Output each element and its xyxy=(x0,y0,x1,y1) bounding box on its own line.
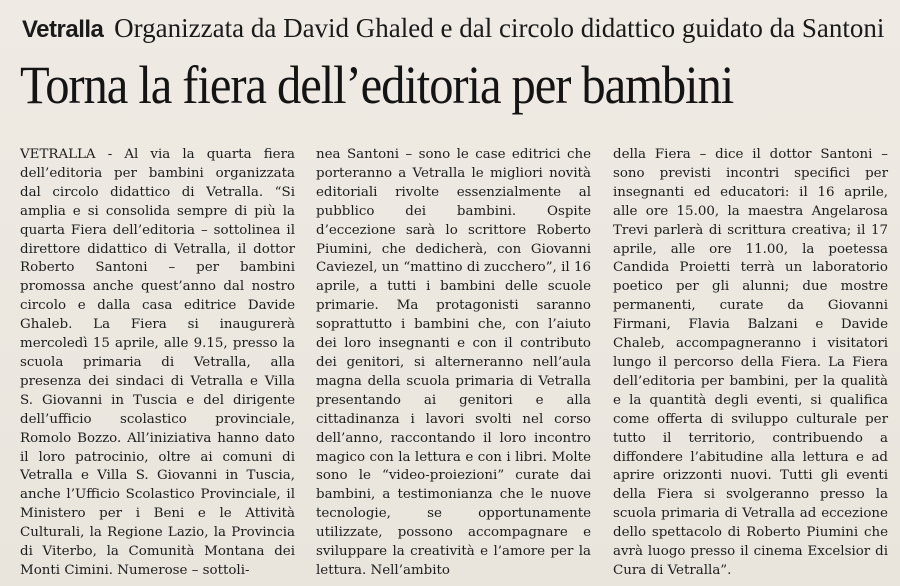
column-3-text: della Fiera – dice il dottor Santoni – sono previsti incontri specifici per insegnanti ed educatori: il 16 aprile, alle ore 15.00, la maestra Angelarosa Trevi parlerà di scrittura creativa; il 17 aprile, alle ore 11.00, la poetessa Candida Proietti terrà un laboratorio poetico per gli alunni; due mostre permanenti, curate da Giovanni Firmani, Flavia Balzani e Davide Chaleb, accompagneranno i visitatori lungo il percorso della Fiera. La Fiera dell’editoria per bambini, per la qualità e la quantità degli eventi, si qualifica come offerta di sviluppo culturale per tutto il territorio, contribuendo a diffondere l’abitudine alla lettura e ad aprire orizzonti nuovi. Tutti gli eventi della Fiera si svolgeranno presso la scuola primaria di Vetralla ad eccezione dello spettacolo di Roberto Piumini che avrà luogo presso il cinema Excelsior di Cura di Vetralla”. xyxy=(613,147,888,578)
column-1-text: VETRALLA - Al via la quarta fiera dell’editoria per bambini organizzata dal circolo didattico di Vetralla. “Si amplia e si consolida sempre di più la quarta Fiera dell’editoria – sottolinea il direttore didattico di Vetralla, il dottor Roberto Santoni – per bambini promossa anche quest’anno dal nostro circolo e dalla casa editrice Davide Ghaleb. La Fiera si inaugurerà mercoledì 15 aprile, alle 9.15, presso la scuola primaria di Vetralla, alla presenza dei sindaci di Vetralla e Villa S. Giovanni in Tuscia e del dirigente dell’ufficio scolastico provinciale, Romolo Bozzo. All’iniziativa hanno dato il loro patrocinio, oltre ai comuni di Vetralla e Villa S. Giovanni in Tuscia, anche l’Ufficio Scolastico Provinciale, il Ministero per i Beni e le Attività Culturali, la Regione Lazio, la Provincia di Viterbo, la Comunità Montana dei Monti Cimini. Numerose – sottoli- xyxy=(20,147,295,578)
kicker-location: Vetralla xyxy=(22,16,104,43)
column-2-text: nea Santoni – sono le case editrici che porteranno a Vetralla le migliori novità editoriali rivolte essenzialmente al pubblico dei bambini. Ospite d’eccezione sarà lo scrittore Roberto Piumini, che dedicherà, con Giovanni Caviezel, un “mattino di zucchero”, il 16 aprile, a tutti i bambini delle scuole primarie. Ma protagonisti saranno soprattutto i bambini che, con l’aiuto dei loro insegnanti e con il contributo dei genitori, si alterneranno nell’aula magna della scuola primaria di Vetralla presentando ai genitori e alla cittadinanza i lavori svolti nel corso dell’anno, raccontando il loro incontro magico con la lettura e con i libri. Molte sono le “video-proiezioni” curate dai bambini, a testimonianza che le nuove tecnologie, se opportunamente utilizzate, possono accompagnare e sviluppare la creatività e l’amore per la lettura. Nell’ambito xyxy=(316,147,591,578)
article-column-1 xyxy=(20,146,295,581)
headline: Torna la fiera dell’editoria per bambini xyxy=(20,55,734,115)
article-column-3 xyxy=(613,146,888,581)
kicker-text: Organizzata da David Ghaled e dal circolo didattico guidato da Santoni xyxy=(114,13,885,43)
article-column-2 xyxy=(316,146,591,581)
kicker-line xyxy=(22,12,892,46)
